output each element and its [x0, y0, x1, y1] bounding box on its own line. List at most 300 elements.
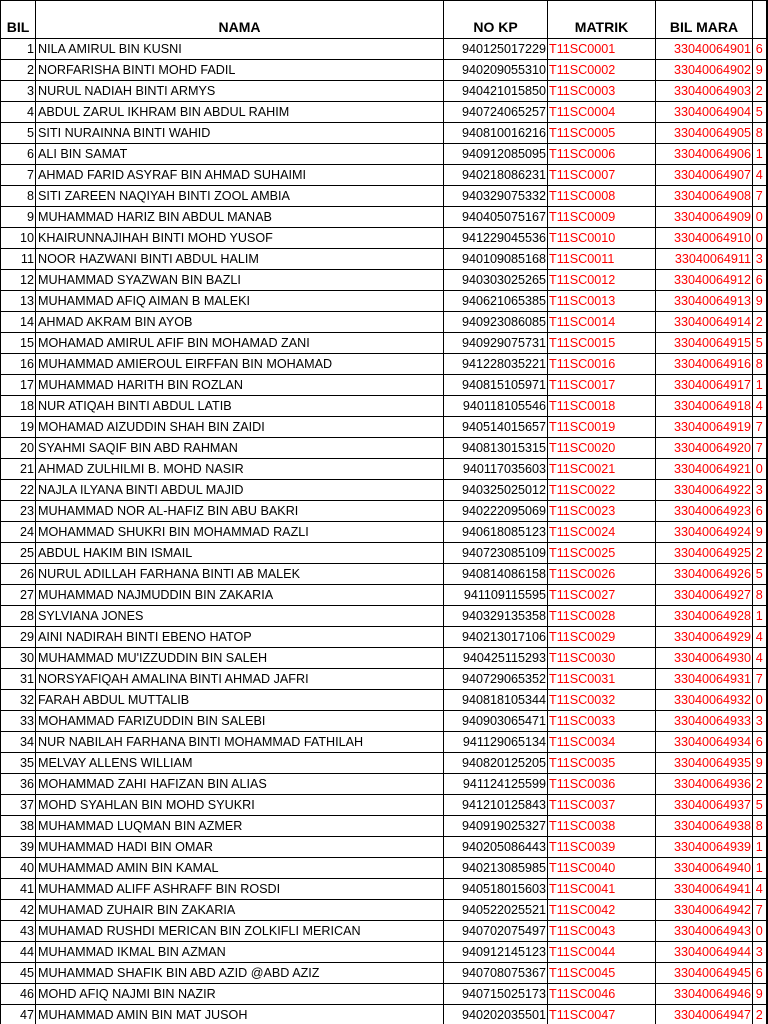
- cell-bil[interactable]: 17: [1, 375, 36, 396]
- cell-no-kp[interactable]: 940125017229: [444, 39, 548, 60]
- cell-check-digit[interactable]: 0: [753, 228, 767, 249]
- cell-check-digit[interactable]: 5: [753, 564, 767, 585]
- cell-nama[interactable]: NAJLA ILYANA BINTI ABDUL MAJID: [36, 480, 444, 501]
- cell-check-digit[interactable]: 5: [753, 102, 767, 123]
- table-row: [1, 627, 767, 648]
- cell-nama[interactable]: MUHAMMAD HARITH BIN ROZLAN: [36, 375, 444, 396]
- cell-nama[interactable]: MOHAMMAD SHUKRI BIN MOHAMMAD RAZLI: [36, 522, 444, 543]
- cell-bil-mara[interactable]: 33040064914: [656, 312, 753, 333]
- cell-bil[interactable]: 21: [1, 459, 36, 480]
- cell-bil-mara[interactable]: 33040064911: [656, 249, 753, 270]
- cell-bil[interactable]: 43: [1, 921, 36, 942]
- cell-no-kp[interactable]: 940813015315: [444, 438, 548, 459]
- cell-matrik[interactable]: T11SC0044: [548, 942, 656, 963]
- cell-no-kp[interactable]: 941228035221: [444, 354, 548, 375]
- cell-bil[interactable]: 45: [1, 963, 36, 984]
- cell-bil-mara[interactable]: 33040064925: [656, 543, 753, 564]
- cell-bil-mara[interactable]: 33040064917: [656, 375, 753, 396]
- cell-bil[interactable]: 22: [1, 480, 36, 501]
- cell-bil[interactable]: 11: [1, 249, 36, 270]
- cell-check-digit[interactable]: 4: [753, 627, 767, 648]
- cell-no-kp[interactable]: 940222095069: [444, 501, 548, 522]
- cell-bil[interactable]: 23: [1, 501, 36, 522]
- cell-nama[interactable]: AHMAD AKRAM BIN AYOB: [36, 312, 444, 333]
- cell-bil[interactable]: 31: [1, 669, 36, 690]
- cell-no-kp[interactable]: 940715025173: [444, 984, 548, 1005]
- table-row: [1, 102, 767, 123]
- cell-matrik[interactable]: T11SC0024: [548, 522, 656, 543]
- cell-bil-mara[interactable]: 33040064903: [656, 81, 753, 102]
- cell-matrik[interactable]: T11SC0045: [548, 963, 656, 984]
- cell-nama[interactable]: MUHAMAD ZUHAIR BIN ZAKARIA: [36, 900, 444, 921]
- cell-matrik[interactable]: T11SC0035: [548, 753, 656, 774]
- cell-check-digit[interactable]: 6: [753, 732, 767, 753]
- cell-matrik[interactable]: T11SC0005: [548, 123, 656, 144]
- cell-no-kp[interactable]: 940202035501: [444, 1005, 548, 1024]
- cell-no-kp[interactable]: 940405075167: [444, 207, 548, 228]
- table-row: [1, 585, 767, 606]
- cell-nama[interactable]: SITI NURAINNA BINTI WAHID: [36, 123, 444, 144]
- cell-bil[interactable]: 29: [1, 627, 36, 648]
- cell-bil[interactable]: 35: [1, 753, 36, 774]
- cell-nama[interactable]: SYLVIANA JONES: [36, 606, 444, 627]
- cell-nama[interactable]: MOHD SYAHLAN BIN MOHD SYUKRI: [36, 795, 444, 816]
- cell-bil[interactable]: 16: [1, 354, 36, 375]
- cell-nama[interactable]: MUHAMMAD HADI BIN OMAR: [36, 837, 444, 858]
- cell-bil[interactable]: 6: [1, 144, 36, 165]
- cell-bil-mara[interactable]: 33040064907: [656, 165, 753, 186]
- cell-bil[interactable]: 33: [1, 711, 36, 732]
- cell-check-digit[interactable]: 8: [753, 585, 767, 606]
- cell-matrik[interactable]: T11SC0010: [548, 228, 656, 249]
- cell-bil[interactable]: 47: [1, 1005, 36, 1024]
- cell-bil-mara[interactable]: 33040064938: [656, 816, 753, 837]
- cell-matrik[interactable]: T11SC0046: [548, 984, 656, 1005]
- cell-nama[interactable]: MUHAMMAD AMIEROUL EIRFFAN BIN MOHAMAD: [36, 354, 444, 375]
- cell-matrik[interactable]: T11SC0009: [548, 207, 656, 228]
- cell-bil[interactable]: 37: [1, 795, 36, 816]
- table-row: [1, 249, 767, 270]
- cell-bil[interactable]: 7: [1, 165, 36, 186]
- cell-nama[interactable]: NURUL NADIAH BINTI ARMYS: [36, 81, 444, 102]
- cell-matrik[interactable]: T11SC0033: [548, 711, 656, 732]
- cell-bil-mara[interactable]: 33040064919: [656, 417, 753, 438]
- cell-bil[interactable]: 40: [1, 858, 36, 879]
- cell-no-kp[interactable]: 940329075332: [444, 186, 548, 207]
- cell-matrik[interactable]: T11SC0027: [548, 585, 656, 606]
- cell-matrik[interactable]: T11SC0039: [548, 837, 656, 858]
- cell-matrik[interactable]: T11SC0023: [548, 501, 656, 522]
- cell-matrik[interactable]: T11SC0021: [548, 459, 656, 480]
- cell-matrik[interactable]: T11SC0015: [548, 333, 656, 354]
- cell-nama[interactable]: MUHAMMAD SYAZWAN BIN BAZLI: [36, 270, 444, 291]
- cell-no-kp[interactable]: 940929075731: [444, 333, 548, 354]
- cell-matrik[interactable]: T11SC0019: [548, 417, 656, 438]
- cell-bil[interactable]: 20: [1, 438, 36, 459]
- cell-no-kp[interactable]: 941210125843: [444, 795, 548, 816]
- cell-bil[interactable]: 34: [1, 732, 36, 753]
- cell-check-digit[interactable]: 1: [753, 375, 767, 396]
- cell-check-digit[interactable]: 7: [753, 900, 767, 921]
- cell-bil-mara[interactable]: 33040064943: [656, 921, 753, 942]
- cell-check-digit[interactable]: 0: [753, 459, 767, 480]
- cell-matrik[interactable]: T11SC0022: [548, 480, 656, 501]
- cell-no-kp[interactable]: 940522025521: [444, 900, 548, 921]
- cell-bil[interactable]: 42: [1, 900, 36, 921]
- cell-nama[interactable]: MUHAMAD RUSHDI MERICAN BIN ZOLKIFLI MERICAN: [36, 921, 444, 942]
- table-row: [1, 165, 767, 186]
- cell-no-kp[interactable]: 940621065385: [444, 291, 548, 312]
- cell-bil-mara[interactable]: 33040064927: [656, 585, 753, 606]
- cell-bil-mara[interactable]: 33040064945: [656, 963, 753, 984]
- cell-nama[interactable]: KHAIRUNNAJIHAH BINTI MOHD YUSOF: [36, 228, 444, 249]
- cell-bil[interactable]: 27: [1, 585, 36, 606]
- cell-matrik[interactable]: T11SC0008: [548, 186, 656, 207]
- cell-check-digit[interactable]: 0: [753, 690, 767, 711]
- cell-no-kp[interactable]: 940209055310: [444, 60, 548, 81]
- cell-nama[interactable]: SYAHMI SAQIF BIN ABD RAHMAN: [36, 438, 444, 459]
- cell-nama[interactable]: MOHAMMAD FARIZUDDIN BIN SALEBI: [36, 711, 444, 732]
- cell-check-digit[interactable]: 5: [753, 795, 767, 816]
- cell-bil-mara[interactable]: 33040064916: [656, 354, 753, 375]
- cell-check-digit[interactable]: 8: [753, 354, 767, 375]
- cell-bil-mara[interactable]: 33040064935: [656, 753, 753, 774]
- cell-check-digit[interactable]: 7: [753, 417, 767, 438]
- cell-check-digit[interactable]: 7: [753, 669, 767, 690]
- cell-no-kp[interactable]: 940205086443: [444, 837, 548, 858]
- table-row: [1, 900, 767, 921]
- cell-matrik[interactable]: T11SC0002: [548, 60, 656, 81]
- cell-matrik[interactable]: T11SC0020: [548, 438, 656, 459]
- cell-no-kp[interactable]: 941124125599: [444, 774, 548, 795]
- cell-no-kp[interactable]: 940729065352: [444, 669, 548, 690]
- cell-bil[interactable]: 36: [1, 774, 36, 795]
- cell-bil[interactable]: 38: [1, 816, 36, 837]
- cell-no-kp[interactable]: 940325025012: [444, 480, 548, 501]
- cell-nama[interactable]: MUHAMMAD ALIFF ASHRAFF BIN ROSDI: [36, 879, 444, 900]
- cell-check-digit[interactable]: 3: [753, 942, 767, 963]
- cell-check-digit[interactable]: 4: [753, 648, 767, 669]
- cell-no-kp[interactable]: 940724065257: [444, 102, 548, 123]
- cell-check-digit[interactable]: 9: [753, 291, 767, 312]
- cell-no-kp[interactable]: 940518015603: [444, 879, 548, 900]
- cell-check-digit[interactable]: 3: [753, 249, 767, 270]
- cell-no-kp[interactable]: 940702075497: [444, 921, 548, 942]
- cell-nama[interactable]: MOHAMAD AMIRUL AFIF BIN MOHAMAD ZANI: [36, 333, 444, 354]
- cell-check-digit[interactable]: 9: [753, 984, 767, 1005]
- table-row: [1, 606, 767, 627]
- cell-matrik[interactable]: T11SC0047: [548, 1005, 656, 1024]
- header-row: [1, 1, 767, 39]
- cell-check-digit[interactable]: 4: [753, 165, 767, 186]
- cell-nama[interactable]: MUHAMMAD MU'IZZUDDIN BIN SALEH: [36, 648, 444, 669]
- cell-matrik[interactable]: T11SC0026: [548, 564, 656, 585]
- cell-bil[interactable]: 1: [1, 39, 36, 60]
- cell-no-kp[interactable]: 940514015657: [444, 417, 548, 438]
- cell-no-kp[interactable]: 940708075367: [444, 963, 548, 984]
- cell-matrik[interactable]: T11SC0029: [548, 627, 656, 648]
- table-row: [1, 186, 767, 207]
- cell-bil-mara[interactable]: 33040064931: [656, 669, 753, 690]
- table-row: [1, 459, 767, 480]
- cell-no-kp[interactable]: 940213085985: [444, 858, 548, 879]
- cell-bil[interactable]: 26: [1, 564, 36, 585]
- table-row: [1, 522, 767, 543]
- cell-bil[interactable]: 19: [1, 417, 36, 438]
- cell-check-digit[interactable]: 6: [753, 39, 767, 60]
- cell-check-digit[interactable]: 1: [753, 837, 767, 858]
- cell-no-kp[interactable]: 940912085095: [444, 144, 548, 165]
- cell-bil-mara[interactable]: 33040064913: [656, 291, 753, 312]
- cell-check-digit[interactable]: 0: [753, 921, 767, 942]
- cell-matrik[interactable]: T11SC0038: [548, 816, 656, 837]
- cell-nama[interactable]: ALI BIN SAMAT: [36, 144, 444, 165]
- cell-nama[interactable]: MUHAMMAD NOR AL-HAFIZ BIN ABU BAKRI: [36, 501, 444, 522]
- cell-nama[interactable]: NILA AMIRUL BIN KUSNI: [36, 39, 444, 60]
- cell-bil[interactable]: 2: [1, 60, 36, 81]
- cell-no-kp[interactable]: 940815105971: [444, 375, 548, 396]
- header-bil-mara: BIL MARA: [656, 1, 753, 39]
- cell-check-digit[interactable]: 2: [753, 81, 767, 102]
- cell-bil[interactable]: 10: [1, 228, 36, 249]
- cell-check-digit[interactable]: 1: [753, 144, 767, 165]
- cell-nama[interactable]: MUHAMMAD AMIN BIN KAMAL: [36, 858, 444, 879]
- cell-bil-mara[interactable]: 33040064915: [656, 333, 753, 354]
- table-row: [1, 438, 767, 459]
- cell-nama[interactable]: AINI NADIRAH BINTI EBENO HATOP: [36, 627, 444, 648]
- cell-check-digit[interactable]: 2: [753, 1005, 767, 1024]
- cell-bil-mara[interactable]: 33040064922: [656, 480, 753, 501]
- cell-nama[interactable]: MELVAY ALLENS WILLIAM: [36, 753, 444, 774]
- cell-bil-mara[interactable]: 33040064939: [656, 837, 753, 858]
- cell-nama[interactable]: MUHAMMAD HARIZ BIN ABDUL MANAB: [36, 207, 444, 228]
- cell-nama[interactable]: MOHAMAD AIZUDDIN SHAH BIN ZAIDI: [36, 417, 444, 438]
- cell-bil-mara[interactable]: 33040064941: [656, 879, 753, 900]
- cell-no-kp[interactable]: 940810016216: [444, 123, 548, 144]
- cell-matrik[interactable]: T11SC0037: [548, 795, 656, 816]
- cell-bil-mara[interactable]: 33040064910: [656, 228, 753, 249]
- cell-bil-mara[interactable]: 33040064942: [656, 900, 753, 921]
- cell-nama[interactable]: MUHAMMAD NAJMUDDIN BIN ZAKARIA: [36, 585, 444, 606]
- cell-no-kp[interactable]: 940421015850: [444, 81, 548, 102]
- table-row: [1, 375, 767, 396]
- cell-no-kp[interactable]: 940618085123: [444, 522, 548, 543]
- cell-no-kp[interactable]: 940118105546: [444, 396, 548, 417]
- cell-check-digit[interactable]: 1: [753, 858, 767, 879]
- cell-bil-mara[interactable]: 33040064908: [656, 186, 753, 207]
- cell-bil[interactable]: 18: [1, 396, 36, 417]
- cell-bil-mara[interactable]: 33040064946: [656, 984, 753, 1005]
- cell-bil-mara[interactable]: 33040064904: [656, 102, 753, 123]
- cell-bil-mara[interactable]: 33040064923: [656, 501, 753, 522]
- cell-bil[interactable]: 5: [1, 123, 36, 144]
- cell-matrik[interactable]: T11SC0004: [548, 102, 656, 123]
- cell-no-kp[interactable]: 940818105344: [444, 690, 548, 711]
- cell-bil[interactable]: 44: [1, 942, 36, 963]
- cell-bil[interactable]: 3: [1, 81, 36, 102]
- cell-bil[interactable]: 14: [1, 312, 36, 333]
- cell-no-kp[interactable]: 940814086158: [444, 564, 548, 585]
- cell-check-digit[interactable]: 3: [753, 711, 767, 732]
- cell-check-digit[interactable]: 6: [753, 270, 767, 291]
- cell-nama[interactable]: NUR ATIQAH BINTI ABDUL LATIB: [36, 396, 444, 417]
- cell-matrik[interactable]: T11SC0040: [548, 858, 656, 879]
- cell-bil-mara[interactable]: 33040064934: [656, 732, 753, 753]
- cell-bil-mara[interactable]: 33040064933: [656, 711, 753, 732]
- cell-nama[interactable]: ABDUL HAKIM BIN ISMAIL: [36, 543, 444, 564]
- cell-nama[interactable]: MUHAMMAD SHAFIK BIN ABD AZID @ABD AZIZ: [36, 963, 444, 984]
- cell-check-digit[interactable]: 5: [753, 333, 767, 354]
- cell-matrik[interactable]: T11SC0042: [548, 900, 656, 921]
- cell-nama[interactable]: MUHAMMAD LUQMAN BIN AZMER: [36, 816, 444, 837]
- cell-matrik[interactable]: T11SC0041: [548, 879, 656, 900]
- cell-no-kp[interactable]: 941229045536: [444, 228, 548, 249]
- cell-bil[interactable]: 46: [1, 984, 36, 1005]
- cell-matrik[interactable]: T11SC0014: [548, 312, 656, 333]
- cell-bil-mara[interactable]: 33040064918: [656, 396, 753, 417]
- cell-nama[interactable]: NORFARISHA BINTI MOHD FADIL: [36, 60, 444, 81]
- cell-bil-mara[interactable]: 33040064940: [656, 858, 753, 879]
- cell-check-digit[interactable]: 9: [753, 753, 767, 774]
- cell-check-digit[interactable]: 8: [753, 123, 767, 144]
- cell-matrik[interactable]: T11SC0030: [548, 648, 656, 669]
- cell-bil[interactable]: 8: [1, 186, 36, 207]
- cell-bil-mara[interactable]: 33040064921: [656, 459, 753, 480]
- cell-matrik[interactable]: T11SC0028: [548, 606, 656, 627]
- cell-matrik[interactable]: T11SC0016: [548, 354, 656, 375]
- cell-nama[interactable]: AHMAD FARID ASYRAF BIN AHMAD SUHAIMI: [36, 165, 444, 186]
- cell-bil-mara[interactable]: 33040064902: [656, 60, 753, 81]
- cell-bil[interactable]: 30: [1, 648, 36, 669]
- cell-matrik[interactable]: T11SC0025: [548, 543, 656, 564]
- cell-bil[interactable]: 25: [1, 543, 36, 564]
- cell-bil[interactable]: 24: [1, 522, 36, 543]
- cell-matrik[interactable]: T11SC0013: [548, 291, 656, 312]
- cell-check-digit[interactable]: 3: [753, 480, 767, 501]
- cell-matrik[interactable]: T11SC0003: [548, 81, 656, 102]
- cell-nama[interactable]: AHMAD ZULHILMI B. MOHD NASIR: [36, 459, 444, 480]
- cell-check-digit[interactable]: 7: [753, 186, 767, 207]
- cell-check-digit[interactable]: 8: [753, 816, 767, 837]
- cell-bil[interactable]: 39: [1, 837, 36, 858]
- cell-nama[interactable]: MUHAMMAD AMIN BIN MAT JUSOH: [36, 1005, 444, 1024]
- cell-check-digit[interactable]: 6: [753, 963, 767, 984]
- cell-no-kp[interactable]: 941129065134: [444, 732, 548, 753]
- cell-bil-mara[interactable]: 33040064912: [656, 270, 753, 291]
- cell-no-kp[interactable]: 940425115293: [444, 648, 548, 669]
- cell-matrik[interactable]: T11SC0036: [548, 774, 656, 795]
- cell-check-digit[interactable]: 0: [753, 207, 767, 228]
- cell-nama[interactable]: ABDUL ZARUL IKHRAM BIN ABDUL RAHIM: [36, 102, 444, 123]
- cell-nama[interactable]: NURUL ADILLAH FARHANA BINTI AB MALEK: [36, 564, 444, 585]
- cell-no-kp[interactable]: 940820125205: [444, 753, 548, 774]
- cell-bil-mara[interactable]: 33040064930: [656, 648, 753, 669]
- cell-no-kp[interactable]: 940213017106: [444, 627, 548, 648]
- cell-bil-mara[interactable]: 33040064926: [656, 564, 753, 585]
- cell-no-kp[interactable]: 940923086085: [444, 312, 548, 333]
- cell-check-digit[interactable]: 7: [753, 438, 767, 459]
- table-body: [1, 39, 767, 1024]
- cell-no-kp[interactable]: 940723085109: [444, 543, 548, 564]
- cell-check-digit[interactable]: 4: [753, 879, 767, 900]
- cell-nama[interactable]: NOOR HAZWANI BINTI ABDUL HALIM: [36, 249, 444, 270]
- cell-bil[interactable]: 32: [1, 690, 36, 711]
- table-row: [1, 270, 767, 291]
- cell-bil-mara[interactable]: 33040064906: [656, 144, 753, 165]
- cell-bil-mara[interactable]: 33040064944: [656, 942, 753, 963]
- cell-no-kp[interactable]: 941109115595: [444, 585, 548, 606]
- cell-bil-mara[interactable]: 33040064932: [656, 690, 753, 711]
- cell-matrik[interactable]: T11SC0043: [548, 921, 656, 942]
- cell-check-digit[interactable]: 9: [753, 522, 767, 543]
- cell-matrik[interactable]: T11SC0034: [548, 732, 656, 753]
- cell-check-digit[interactable]: 1: [753, 606, 767, 627]
- cell-check-digit[interactable]: 9: [753, 60, 767, 81]
- cell-nama[interactable]: MUHAMMAD IKMAL BIN AZMAN: [36, 942, 444, 963]
- cell-nama[interactable]: MOHD AFIQ NAJMI BIN NAZIR: [36, 984, 444, 1005]
- cell-no-kp[interactable]: 940912145123: [444, 942, 548, 963]
- cell-no-kp[interactable]: 940919025327: [444, 816, 548, 837]
- cell-bil[interactable]: 4: [1, 102, 36, 123]
- cell-matrik[interactable]: T11SC0001: [548, 39, 656, 60]
- cell-bil-mara[interactable]: 33040064937: [656, 795, 753, 816]
- cell-bil[interactable]: 15: [1, 333, 36, 354]
- cell-nama[interactable]: FARAH ABDUL MUTTALIB: [36, 690, 444, 711]
- cell-bil-mara[interactable]: 33040064929: [656, 627, 753, 648]
- cell-bil-mara[interactable]: 33040064928: [656, 606, 753, 627]
- cell-nama[interactable]: MUHAMMAD AFIQ AIMAN B MALEKI: [36, 291, 444, 312]
- cell-no-kp[interactable]: 940117035603: [444, 459, 548, 480]
- cell-check-digit[interactable]: 2: [753, 543, 767, 564]
- cell-bil-mara[interactable]: 33040064947: [656, 1005, 753, 1024]
- cell-nama[interactable]: NUR NABILAH FARHANA BINTI MOHAMMAD FATHILAH: [36, 732, 444, 753]
- cell-check-digit[interactable]: 2: [753, 774, 767, 795]
- cell-matrik[interactable]: T11SC0007: [548, 165, 656, 186]
- table-row: [1, 711, 767, 732]
- cell-nama[interactable]: SITI ZAREEN NAQIYAH BINTI ZOOL AMBIA: [36, 186, 444, 207]
- cell-no-kp[interactable]: 940903065471: [444, 711, 548, 732]
- cell-bil[interactable]: 13: [1, 291, 36, 312]
- cell-matrik[interactable]: T11SC0012: [548, 270, 656, 291]
- cell-check-digit[interactable]: 2: [753, 312, 767, 333]
- cell-check-digit[interactable]: 6: [753, 501, 767, 522]
- cell-matrik[interactable]: T11SC0006: [548, 144, 656, 165]
- cell-bil-mara[interactable]: 33040064920: [656, 438, 753, 459]
- cell-check-digit[interactable]: 4: [753, 396, 767, 417]
- cell-bil[interactable]: 41: [1, 879, 36, 900]
- cell-no-kp[interactable]: 940329135358: [444, 606, 548, 627]
- cell-no-kp[interactable]: 940109085168: [444, 249, 548, 270]
- cell-bil-mara[interactable]: 33040064905: [656, 123, 753, 144]
- table-row: [1, 480, 767, 501]
- cell-bil-mara[interactable]: 33040064901: [656, 39, 753, 60]
- cell-no-kp[interactable]: 940303025265: [444, 270, 548, 291]
- cell-bil-mara[interactable]: 33040064924: [656, 522, 753, 543]
- cell-bil[interactable]: 12: [1, 270, 36, 291]
- cell-bil-mara[interactable]: 33040064936: [656, 774, 753, 795]
- cell-bil-mara[interactable]: 33040064909: [656, 207, 753, 228]
- cell-matrik[interactable]: T11SC0017: [548, 375, 656, 396]
- cell-matrik[interactable]: T11SC0031: [548, 669, 656, 690]
- cell-nama[interactable]: MOHAMMAD ZAHI HAFIZAN BIN ALIAS: [36, 774, 444, 795]
- cell-matrik[interactable]: T11SC0018: [548, 396, 656, 417]
- cell-nama[interactable]: NORSYAFIQAH AMALINA BINTI AHMAD JAFRI: [36, 669, 444, 690]
- cell-matrik[interactable]: T11SC0011: [548, 249, 656, 270]
- cell-bil[interactable]: 9: [1, 207, 36, 228]
- cell-matrik[interactable]: T11SC0032: [548, 690, 656, 711]
- cell-bil[interactable]: 28: [1, 606, 36, 627]
- cell-no-kp[interactable]: 940218086231: [444, 165, 548, 186]
